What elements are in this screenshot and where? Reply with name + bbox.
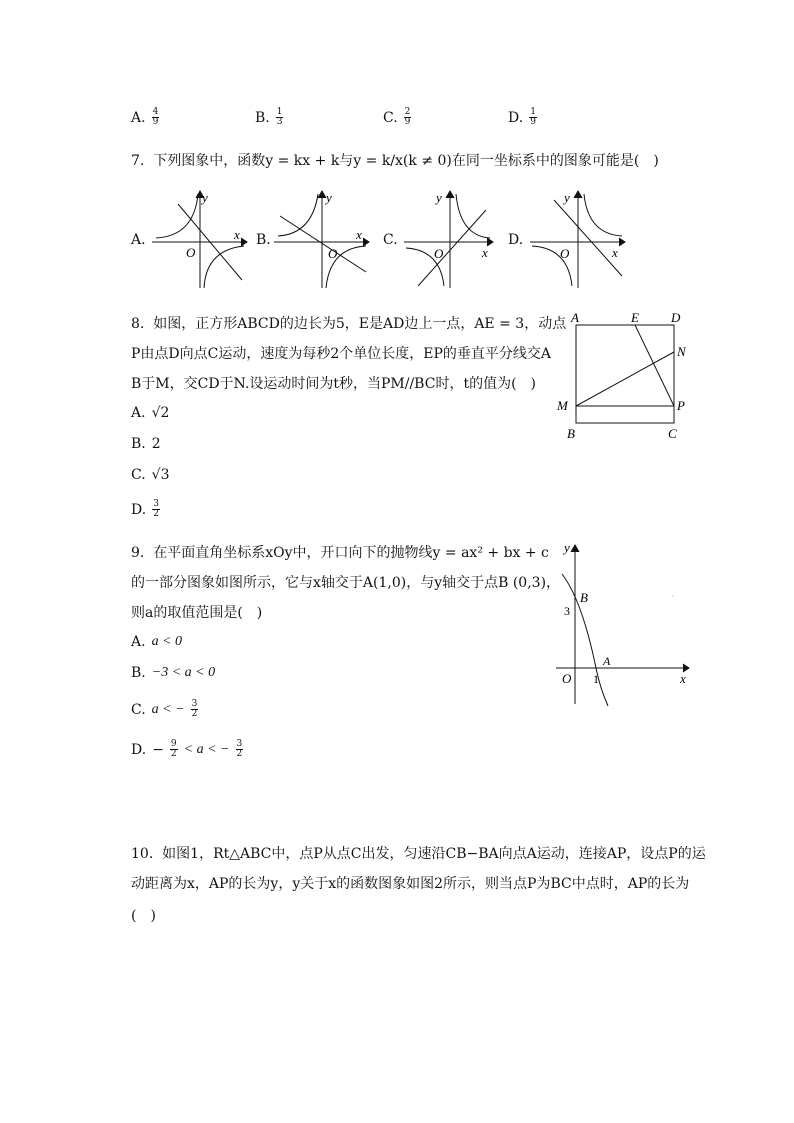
label-d: D [671, 310, 681, 325]
fraction: $\frac{3}{2}$ [236, 739, 243, 759]
label-3: 3 [564, 604, 570, 618]
label-o: O [562, 671, 572, 686]
label-c: C [668, 426, 677, 441]
fraction: $\frac{3}{2}$ [191, 699, 198, 719]
svg-text:y: y [202, 190, 208, 205]
svg-text:·: · [672, 594, 674, 600]
fraction: 4 9 [152, 107, 159, 127]
fraction: 3 2 [153, 499, 159, 519]
fraction: 1 9 [530, 107, 536, 127]
q8-option-d[interactable]: D. 3 2 [131, 499, 159, 519]
q7-graph-b [272, 186, 372, 290]
label-a: A [571, 310, 579, 325]
label-b: B [580, 590, 588, 605]
q7-graph-d-label[interactable]: D. [508, 232, 524, 248]
q9-option-d[interactable]: D. − $\frac{9}{2}$ < a < − $\frac{3}{2}$ [131, 739, 243, 759]
q6-option-a[interactable]: A. 4 9 [131, 107, 159, 127]
q8-square-figure [555, 308, 695, 444]
q7-graph-c-label[interactable]: C. [383, 232, 398, 248]
svg-text:O: O [328, 246, 338, 261]
fraction: $\frac{9}{2}$ [170, 739, 177, 759]
q7-graph-c [400, 186, 500, 290]
q6-option-c[interactable]: C. 2 9 [383, 107, 411, 127]
q9-stem-line3: 则a的取值范围是( ) [131, 605, 263, 621]
q9-option-c[interactable]: C. a < − $\frac{3}{2}$ [131, 699, 198, 719]
label-n: N [677, 344, 686, 359]
q7-graph-a [150, 186, 250, 290]
q6-option-b[interactable]: B. 1 3 [255, 107, 283, 127]
label-y: y [564, 540, 570, 555]
label-b: B [567, 426, 575, 441]
q10-stem-line1: 10. 如图1，Rt△ABC中，点P从点C出发，匀速沿CB−BA向点A运动，连接AP，设点P的运 [131, 846, 706, 862]
q9-parabola-figure [552, 538, 694, 708]
svg-text:y: y [564, 190, 570, 205]
label-1: 1 [593, 672, 599, 686]
q8-stem-line1: 8. 如图，正方形ABCD的边长为5，E是AD边上一点，AE = 3，动点 [131, 316, 567, 332]
svg-text:y: y [436, 190, 442, 205]
q8-stem-line3: B于M，交CD于N.设运动时间为t秒，当PM//BC时，t的值为( ) [131, 376, 536, 392]
q10-stem-line3: ( ) [131, 908, 156, 924]
q9-option-a[interactable]: A. a < 0 [131, 634, 183, 650]
svg-text:x: x [356, 227, 362, 242]
svg-text:x: x [482, 245, 488, 260]
fraction: 2 9 [404, 107, 411, 127]
q9-option-b[interactable]: B. −3 < a < 0 [131, 665, 216, 681]
label-x: x [680, 671, 686, 686]
q8-option-b[interactable]: B. 2 [131, 436, 161, 452]
label-a: A [603, 654, 611, 668]
q6-option-d[interactable]: D. 1 9 [508, 107, 536, 127]
q8-option-c[interactable]: C. √3 [131, 467, 170, 483]
svg-text:O: O [434, 246, 444, 261]
q8-stem-line2: P由点D向点C运动，速度为每秒2个单位长度，EP的垂直平分线交A [131, 346, 552, 362]
svg-text:x: x [234, 227, 240, 242]
svg-text:O: O [560, 246, 570, 261]
label-e: E [631, 310, 639, 325]
q9-stem-line2: 的一部分图象如图所示，它与x轴交于A(1,0)，与y轴交于点B (0,3)， [131, 575, 561, 591]
q10-stem-line2: 动距离为x，AP的长为y，y关于x的函数图象如图2所示，则当点P为BC中点时，AP的长为 [131, 876, 690, 892]
q7-stem: 7. 下列图象中，函数y = kx + k与y = k/x(k ≠ 0)在同一坐标系中的图象可能是( ) [131, 153, 659, 169]
q7-graph-b-label[interactable]: B. [256, 232, 271, 248]
fraction: 1 3 [276, 107, 283, 127]
svg-text:y: y [326, 190, 332, 205]
svg-text:x: x [612, 245, 618, 260]
label-m: M [557, 398, 568, 413]
q9-stem-line1: 9. 在平面直角坐标系xOy中，开口向下的抛物线y = ax² + bx + c [131, 545, 549, 561]
q8-option-a[interactable]: A. √2 [131, 405, 170, 421]
label-p: P [677, 398, 685, 413]
q7-graph-d [528, 186, 628, 290]
svg-text:O: O [186, 245, 196, 260]
q7-graph-a-label[interactable]: A. [131, 232, 146, 248]
